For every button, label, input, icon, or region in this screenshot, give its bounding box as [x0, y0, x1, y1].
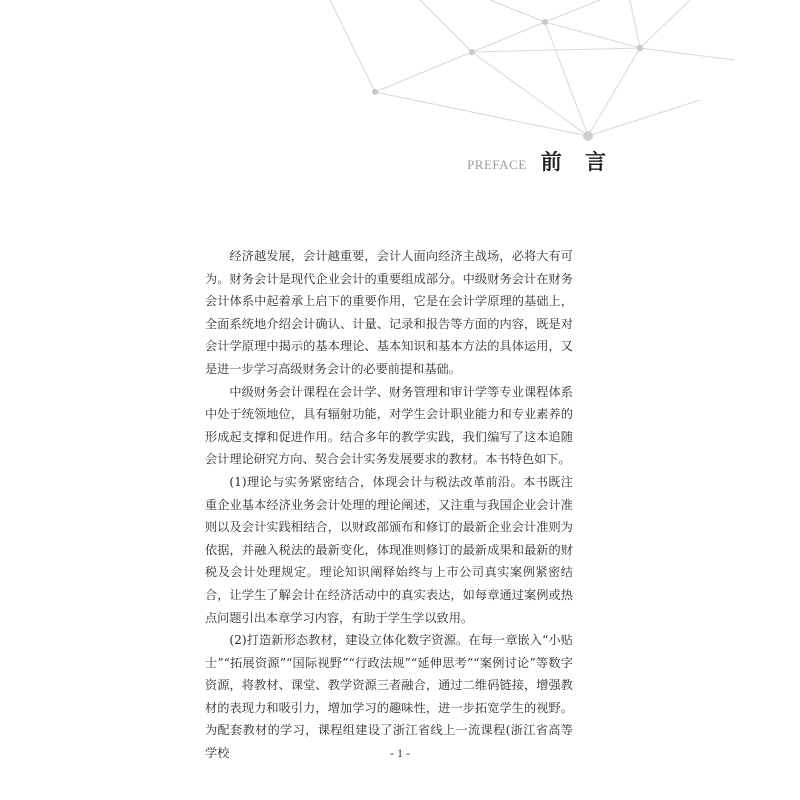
network-node [372, 89, 378, 95]
paragraph: 中级财务会计课程在会计学、财务管理和审计学等专业课程体系中处于统领地位，具有辐射功能，对学生会计职业能力和专业素养的形成起支撑和促进作用。结合多年的教学实践，我们编写了这本追随会计理论研究方向、契合会计实务发展要求的教材。本书特色如下。 [205, 384, 573, 467]
paragraph: 经济越发展，会计越重要，会计人面向经济主战场，必将大有可为。财务会计是现代企业会计的重要组成部分。中级财务会计在财务会计体系中起着承上启下的重要作用，它是在会计学原理的基础上，全面系统地介绍会计确认、计量、记录和报告等方面的内容，既是对会计学原理中揭示的基本理论、基本知识和基本方法的具体运用，又是进一步学习高级财务会计的必要前提和基础。 [205, 249, 573, 376]
paragraph: (2)打造新形态教材，建设立体化数字资源。在每一章嵌入“小贴士”“拓展资源”“国际视野”“行政法规”“延伸思考”“案例讨论”等数字资源，将教材、课堂、教学资源三者融合，通过二维码链接，增强教材的表现力和吸引力，增加学习的趣味性，进一步拓宽学生的视野。为配套教材的学习，课程组建设了浙江省线上一流课程(浙江省高等学校 [205, 633, 573, 761]
preface-heading [467, 146, 614, 176]
preface-body [205, 245, 573, 765]
page-number: - 1 - [390, 746, 410, 760]
preface-heading-english: PREFACE [467, 157, 527, 172]
network-node [542, 19, 548, 25]
paragraph: (1)理论与实务紧密结合，体现会计与税法改革前沿。本书既注重企业基本经济业务会计处理的理论阐述，又注重与我国企业会计准则以及会计实践相结合，以财政部颁布和修订的最新企业会计准则为依据，并融入税法的最新变化，体现准则修订的最新成果和最新的财税及会计处理规定。理论知识阐释始终与上市公司真实案例紧密结合，让学生了解会计在经济活动中的真实表达，如每章通过案例或热点问题引出本章学习内容，有助于学生学以致用。 [205, 474, 573, 625]
network-node [469, 49, 475, 55]
geometric-network-decoration [0, 0, 800, 160]
network-node [583, 131, 593, 141]
network-node [637, 45, 643, 51]
preface-heading-chinese: 前 言 [540, 149, 614, 174]
